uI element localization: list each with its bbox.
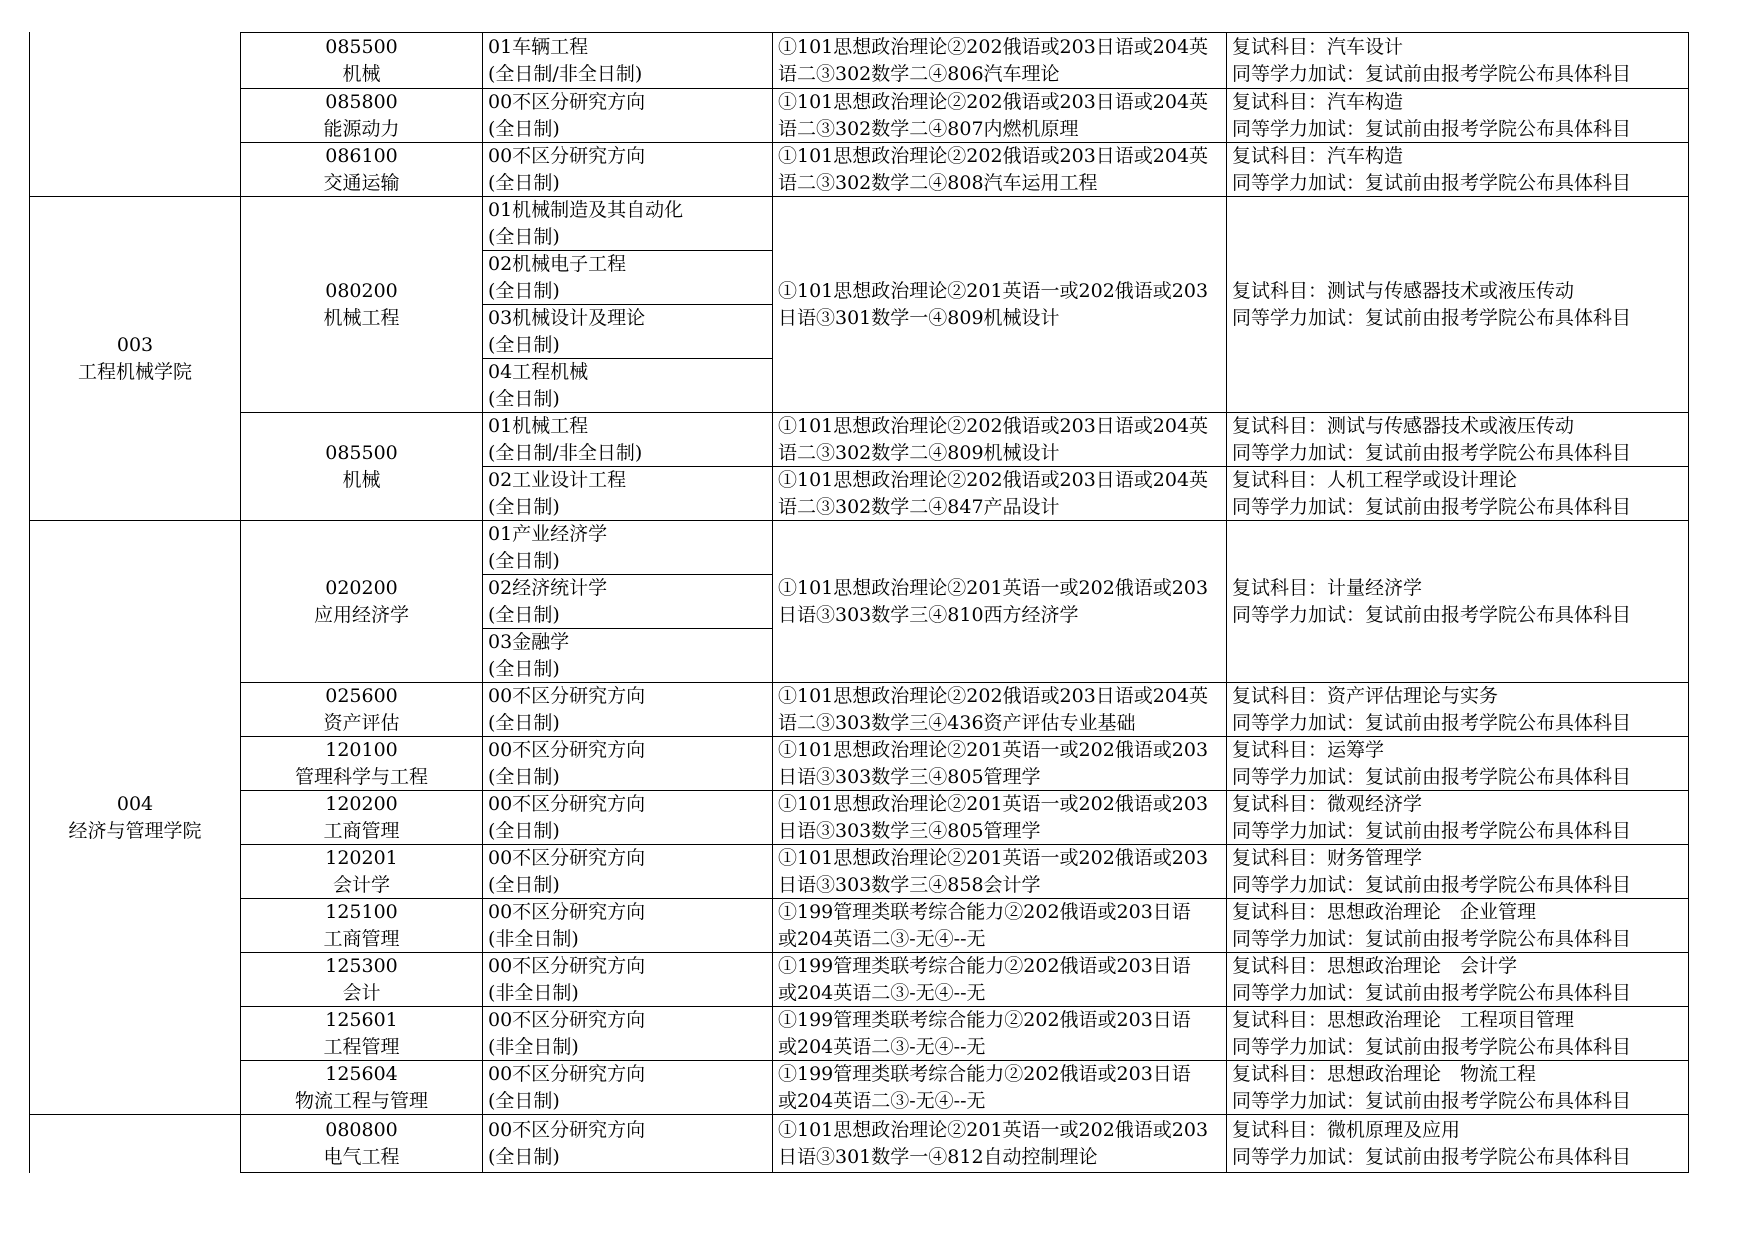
major-code: 120200 (325, 792, 398, 815)
direction-name: 04工程机械 (488, 360, 589, 383)
equivalent-exam: 同等学力加试：复试前由报考学院公布具体科目 (1232, 1089, 1632, 1112)
exam-subjects-cell (773, 1007, 1226, 1060)
major-name: 应用经济学 (313, 603, 409, 626)
major-name: 机械 (342, 468, 381, 491)
major-name: 工商管理 (323, 927, 400, 950)
exam-subjects-cell (773, 521, 1226, 682)
major-cell (241, 1007, 482, 1060)
direction-name: 00不区分研究方向 (488, 1008, 646, 1031)
direction-name: 00不区分研究方向 (488, 1062, 646, 1085)
major-name: 会计 (342, 981, 381, 1004)
major-code: 086100 (325, 144, 398, 167)
exam-line: ①101思想政治理论②201英语一或202俄语或203 (778, 576, 1209, 599)
equivalent-exam: 同等学力加试：复试前由报考学院公布具体科目 (1232, 171, 1632, 194)
direction-cell (483, 953, 772, 1006)
exam-subjects-cell (773, 1115, 1226, 1172)
exam-line: ①101思想政治理论②201英语一或202俄语或203 (778, 738, 1209, 761)
exam-subjects-cell (773, 899, 1226, 952)
direction-cell (483, 1007, 772, 1060)
direction-cell (483, 413, 772, 466)
retest-subject: 复试科目：汽车构造 (1232, 90, 1404, 113)
direction-cell (483, 143, 772, 196)
exam-line: 或204英语二③-无④--无 (778, 981, 986, 1004)
major-cell (241, 683, 482, 736)
direction-cell (483, 305, 772, 358)
retest-cell (1227, 467, 1688, 520)
direction-name: 02机械电子工程 (488, 252, 627, 275)
exam-line: 语二③302数学二④806汽车理论 (778, 62, 1060, 85)
exam-line: ①101思想政治理论②201英语一或202俄语或203 (778, 1118, 1209, 1141)
retest-subject: 复试科目：思想政治理论 工程项目管理 (1232, 1008, 1575, 1031)
study-mode: (全日制) (488, 603, 560, 626)
exam-line: 或204英语二③-无④--无 (778, 927, 986, 950)
exam-subjects-cell (773, 1061, 1226, 1114)
study-mode: (全日制) (488, 819, 560, 842)
exam-line: 语二③302数学二④807内燃机原理 (778, 117, 1079, 140)
direction-name: 03机械设计及理论 (488, 306, 646, 329)
major-name: 机械 (342, 62, 381, 85)
exam-line: ①101思想政治理论②202俄语或203日语或204英 (778, 414, 1209, 437)
major-cell (241, 1115, 482, 1172)
exam-line: ①101思想政治理论②201英语一或202俄语或203 (778, 846, 1209, 869)
equivalent-exam: 同等学力加试：复试前由报考学院公布具体科目 (1232, 873, 1632, 896)
direction-name: 00不区分研究方向 (488, 684, 646, 707)
exam-subjects-cell (773, 683, 1226, 736)
equivalent-exam: 同等学力加试：复试前由报考学院公布具体科目 (1232, 62, 1632, 85)
exam-line: ①199管理类联考综合能力②202俄语或203日语 (778, 1008, 1191, 1031)
major-code: 085500 (325, 441, 398, 464)
retest-cell (1227, 791, 1688, 844)
major-cell (241, 33, 482, 88)
study-mode: (全日制) (488, 873, 560, 896)
direction-cell (483, 197, 772, 250)
equivalent-exam: 同等学力加试：复试前由报考学院公布具体科目 (1232, 117, 1632, 140)
direction-cell (483, 1115, 772, 1172)
retest-subject: 复试科目：资产评估理论与实务 (1232, 684, 1499, 707)
study-mode: (全日制) (488, 1089, 560, 1112)
exam-subjects-cell (773, 33, 1226, 88)
direction-name: 00不区分研究方向 (488, 900, 646, 923)
retest-subject: 复试科目：汽车构造 (1232, 144, 1404, 167)
exam-line: 或204英语二③-无④--无 (778, 1035, 986, 1058)
equivalent-exam: 同等学力加试：复试前由报考学院公布具体科目 (1232, 1145, 1632, 1168)
major-cell (241, 413, 482, 520)
college-code: 003 (116, 333, 154, 356)
study-mode: (全日制) (488, 333, 560, 356)
grid-line (1688, 32, 1689, 1173)
major-code: 080800 (325, 1118, 398, 1141)
exam-line: ①101思想政治理论②201英语一或202俄语或203 (778, 792, 1209, 815)
direction-name: 02经济统计学 (488, 576, 608, 599)
study-mode: (全日制) (488, 171, 560, 194)
retest-cell (1227, 953, 1688, 1006)
major-name: 资产评估 (323, 711, 400, 734)
direction-name: 00不区分研究方向 (488, 1118, 646, 1141)
direction-cell (483, 899, 772, 952)
direction-cell (483, 845, 772, 898)
major-code: 125604 (325, 1062, 398, 1085)
direction-cell (483, 89, 772, 142)
direction-name: 01机械工程 (488, 414, 589, 437)
study-mode: (全日制) (488, 279, 560, 302)
exam-subjects-cell (773, 197, 1226, 412)
retest-cell (1227, 845, 1688, 898)
study-mode: (全日制) (488, 765, 560, 788)
major-cell (241, 197, 482, 412)
study-mode: (全日制) (488, 495, 560, 518)
retest-subject: 复试科目：微观经济学 (1232, 792, 1423, 815)
exam-subjects-cell (773, 953, 1226, 1006)
major-name: 管理科学与工程 (294, 765, 428, 788)
major-cell (241, 899, 482, 952)
study-mode: (全日制/非全日制) (488, 62, 643, 85)
college-cell (30, 521, 240, 1114)
enrollment-table (29, 32, 1689, 1173)
retest-cell (1227, 413, 1688, 466)
major-code: 025600 (325, 684, 398, 707)
direction-name: 01产业经济学 (488, 522, 608, 545)
exam-subjects-cell (773, 791, 1226, 844)
retest-subject: 复试科目：汽车设计 (1232, 35, 1404, 58)
exam-line: ①101思想政治理论②202俄语或203日语或204英 (778, 90, 1209, 113)
exam-line: 语二③302数学二④847产品设计 (778, 495, 1060, 518)
direction-cell (483, 359, 772, 412)
retest-subject: 复试科目：思想政治理论 会计学 (1232, 954, 1518, 977)
direction-name: 03金融学 (488, 630, 570, 653)
exam-line: 日语③301数学一④812自动控制理论 (778, 1145, 1098, 1168)
retest-cell (1227, 1115, 1688, 1172)
major-code: 120100 (325, 738, 398, 761)
study-mode: (全日制) (488, 117, 560, 140)
major-code: 020200 (325, 576, 398, 599)
direction-name: 01机械制造及其自动化 (488, 198, 684, 221)
direction-cell (483, 683, 772, 736)
direction-cell (483, 629, 772, 682)
retest-subject: 复试科目：人机工程学或设计理论 (1232, 468, 1518, 491)
study-mode: (全日制) (488, 225, 560, 248)
exam-line: 或204英语二③-无④--无 (778, 1089, 986, 1112)
major-code: 085800 (325, 90, 398, 113)
equivalent-exam: 同等学力加试：复试前由报考学院公布具体科目 (1232, 441, 1632, 464)
exam-line: ①101思想政治理论②202俄语或203日语或204英 (778, 144, 1209, 167)
exam-line: 日语③303数学三④805管理学 (778, 819, 1041, 842)
equivalent-exam: 同等学力加试：复试前由报考学院公布具体科目 (1232, 495, 1632, 518)
major-code: 125100 (325, 900, 398, 923)
equivalent-exam: 同等学力加试：复试前由报考学院公布具体科目 (1232, 711, 1632, 734)
college-name: 工程机械学院 (77, 360, 192, 383)
equivalent-exam: 同等学力加试：复试前由报考学院公布具体科目 (1232, 765, 1632, 788)
retest-subject: 复试科目：财务管理学 (1232, 846, 1423, 869)
retest-cell (1227, 33, 1688, 88)
direction-name: 00不区分研究方向 (488, 90, 646, 113)
retest-subject: 复试科目：微机原理及应用 (1232, 1118, 1461, 1141)
retest-subject: 复试科目：思想政治理论 企业管理 (1232, 900, 1537, 923)
exam-line: 日语③303数学三④805管理学 (778, 765, 1041, 788)
college-cell (30, 197, 240, 520)
direction-cell (483, 521, 772, 574)
college-code: 004 (116, 792, 154, 815)
direction-cell (483, 251, 772, 304)
study-mode: (全日制/非全日制) (488, 441, 643, 464)
exam-subjects-cell (773, 845, 1226, 898)
major-cell (241, 143, 482, 196)
direction-cell (483, 791, 772, 844)
major-name: 电气工程 (323, 1145, 400, 1168)
retest-cell (1227, 899, 1688, 952)
major-name: 工程管理 (323, 1035, 400, 1058)
major-name: 物流工程与管理 (294, 1089, 428, 1112)
major-cell (241, 1061, 482, 1114)
direction-name: 00不区分研究方向 (488, 738, 646, 761)
major-code: 125300 (325, 954, 398, 977)
major-name: 交通运输 (323, 171, 400, 194)
major-cell (241, 737, 482, 790)
exam-subjects-cell (773, 89, 1226, 142)
major-code: 080200 (325, 279, 398, 302)
exam-line: ①101思想政治理论②202俄语或203日语或204英 (778, 684, 1209, 707)
major-name: 工商管理 (323, 819, 400, 842)
retest-subject: 复试科目：测试与传感器技术或液压传动 (1232, 414, 1575, 437)
exam-subjects-cell (773, 737, 1226, 790)
major-cell (241, 521, 482, 682)
study-mode: (全日制) (488, 711, 560, 734)
equivalent-exam: 同等学力加试：复试前由报考学院公布具体科目 (1232, 1035, 1632, 1058)
exam-line: 语二③303数学三④436资产评估专业基础 (778, 711, 1136, 734)
exam-subjects-cell (773, 413, 1226, 466)
direction-cell (483, 737, 772, 790)
retest-subject: 复试科目：运筹学 (1232, 738, 1385, 761)
direction-cell (483, 33, 772, 88)
study-mode: (全日制) (488, 387, 560, 410)
grid-line (240, 1172, 1689, 1173)
equivalent-exam: 同等学力加试：复试前由报考学院公布具体科目 (1232, 306, 1632, 329)
retest-subject: 复试科目：计量经济学 (1232, 576, 1423, 599)
direction-name: 00不区分研究方向 (488, 954, 646, 977)
exam-line: ①199管理类联考综合能力②202俄语或203日语 (778, 954, 1191, 977)
direction-name: 00不区分研究方向 (488, 846, 646, 869)
direction-name: 00不区分研究方向 (488, 792, 646, 815)
exam-subjects-cell (773, 143, 1226, 196)
major-cell (241, 845, 482, 898)
direction-cell (483, 1061, 772, 1114)
retest-cell (1227, 143, 1688, 196)
retest-subject: 复试科目：测试与传感器技术或液压传动 (1232, 279, 1575, 302)
direction-cell (483, 467, 772, 520)
exam-line: ①199管理类联考综合能力②202俄语或203日语 (778, 1062, 1191, 1085)
retest-cell (1227, 521, 1688, 682)
college-name: 经济与管理学院 (68, 819, 202, 842)
retest-cell (1227, 1061, 1688, 1114)
retest-subject: 复试科目：思想政治理论 物流工程 (1232, 1062, 1537, 1085)
study-mode: (全日制) (488, 549, 560, 572)
exam-line: 语二③302数学二④809机械设计 (778, 441, 1060, 464)
retest-cell (1227, 683, 1688, 736)
major-name: 能源动力 (323, 117, 400, 140)
exam-line: 日语③303数学三④810西方经济学 (778, 603, 1079, 626)
exam-line: 日语③303数学三④858会计学 (778, 873, 1041, 896)
direction-name: 00不区分研究方向 (488, 144, 646, 167)
major-cell (241, 89, 482, 142)
major-cell (241, 791, 482, 844)
major-code: 125601 (325, 1008, 398, 1031)
major-code: 085500 (325, 35, 398, 58)
study-mode: (非全日制) (488, 927, 579, 950)
equivalent-exam: 同等学力加试：复试前由报考学院公布具体科目 (1232, 603, 1632, 626)
retest-cell (1227, 737, 1688, 790)
study-mode: (非全日制) (488, 981, 579, 1004)
exam-line: ①101思想政治理论②202俄语或203日语或204英 (778, 468, 1209, 491)
equivalent-exam: 同等学力加试：复试前由报考学院公布具体科目 (1232, 981, 1632, 1004)
major-name: 会计学 (332, 873, 390, 896)
exam-subjects-cell (773, 467, 1226, 520)
study-mode: (非全日制) (488, 1035, 579, 1058)
major-cell (241, 953, 482, 1006)
study-mode: (全日制) (488, 1145, 560, 1168)
exam-line: 日语③301数学一④809机械设计 (778, 306, 1060, 329)
exam-line: ①199管理类联考综合能力②202俄语或203日语 (778, 900, 1191, 923)
exam-line: ①101思想政治理论②202俄语或203日语或204英 (778, 35, 1209, 58)
direction-cell (483, 575, 772, 628)
equivalent-exam: 同等学力加试：复试前由报考学院公布具体科目 (1232, 927, 1632, 950)
direction-name: 01车辆工程 (488, 35, 589, 58)
direction-name: 02工业设计工程 (488, 468, 627, 491)
retest-cell (1227, 197, 1688, 412)
exam-line: 语二③302数学二④808汽车运用工程 (778, 171, 1098, 194)
exam-line: ①101思想政治理论②201英语一或202俄语或203 (778, 279, 1209, 302)
major-name: 机械工程 (323, 306, 400, 329)
retest-cell (1227, 1007, 1688, 1060)
study-mode: (全日制) (488, 657, 560, 680)
equivalent-exam: 同等学力加试：复试前由报考学院公布具体科目 (1232, 819, 1632, 842)
retest-cell (1227, 89, 1688, 142)
major-code: 120201 (325, 846, 398, 869)
